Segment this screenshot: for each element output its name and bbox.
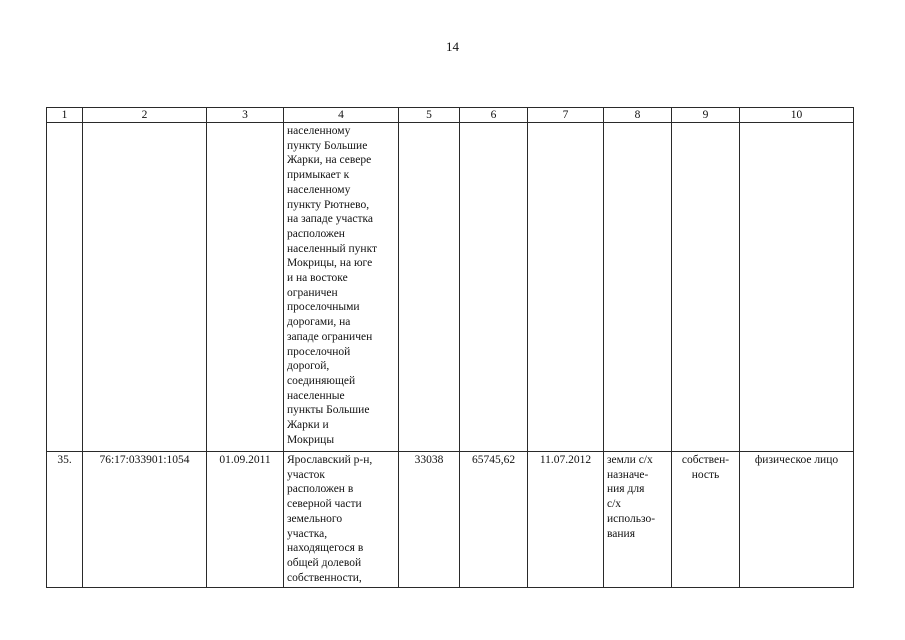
cadastral-number-cell: 76:17:033901:1054 <box>83 452 207 588</box>
empty-cell <box>47 123 83 452</box>
right-type-cell: собствен- ность <box>672 452 740 588</box>
column-number-cell: 10 <box>740 108 854 123</box>
land-category-cell: земли с/х назначе- ния для с/х использо- вания <box>604 452 672 588</box>
column-number-row <box>47 108 854 123</box>
location-description-cell: Ярославский р-н, участок расположен в северной части земельного участка, находящегося в общей долевой собственности, <box>284 452 399 588</box>
value-cell: 65745,62 <box>460 452 528 588</box>
column-number-cell: 9 <box>672 108 740 123</box>
table-row <box>47 452 854 588</box>
empty-cell <box>528 123 604 452</box>
column-number-cell: 2 <box>83 108 207 123</box>
column-number-cell: 1 <box>47 108 83 123</box>
empty-cell <box>83 123 207 452</box>
land-registry-table <box>46 107 854 588</box>
column-number-cell: 4 <box>284 108 399 123</box>
column-number-cell: 3 <box>207 108 284 123</box>
page-number: 14 <box>446 39 459 54</box>
value-date-cell: 11.07.2012 <box>528 452 604 588</box>
column-number-cell: 5 <box>399 108 460 123</box>
column-number-cell: 6 <box>460 108 528 123</box>
empty-cell <box>207 123 284 452</box>
empty-cell <box>672 123 740 452</box>
area-cell: 33038 <box>399 452 460 588</box>
empty-cell <box>740 123 854 452</box>
empty-cell <box>604 123 672 452</box>
record-number-cell: 35. <box>47 452 83 588</box>
table-row <box>47 123 854 452</box>
empty-cell <box>460 123 528 452</box>
column-number-cell: 8 <box>604 108 672 123</box>
owner-cell: физическое лицо <box>740 452 854 588</box>
location-description-cell: населенному пункту Большие Жарки, на севере примыкает к населенному пункту Рютнево, на западе участка расположен населенный пункт Мокрицы, на юге и на востоке ограничен проселочными дорогами, на западе ограничен проселочной дорогой, соединяющей населенные пункты Большие Жарки и Мокрицы <box>284 123 399 452</box>
registration-date-cell: 01.09.2011 <box>207 452 284 588</box>
empty-cell <box>399 123 460 452</box>
column-number-cell: 7 <box>528 108 604 123</box>
